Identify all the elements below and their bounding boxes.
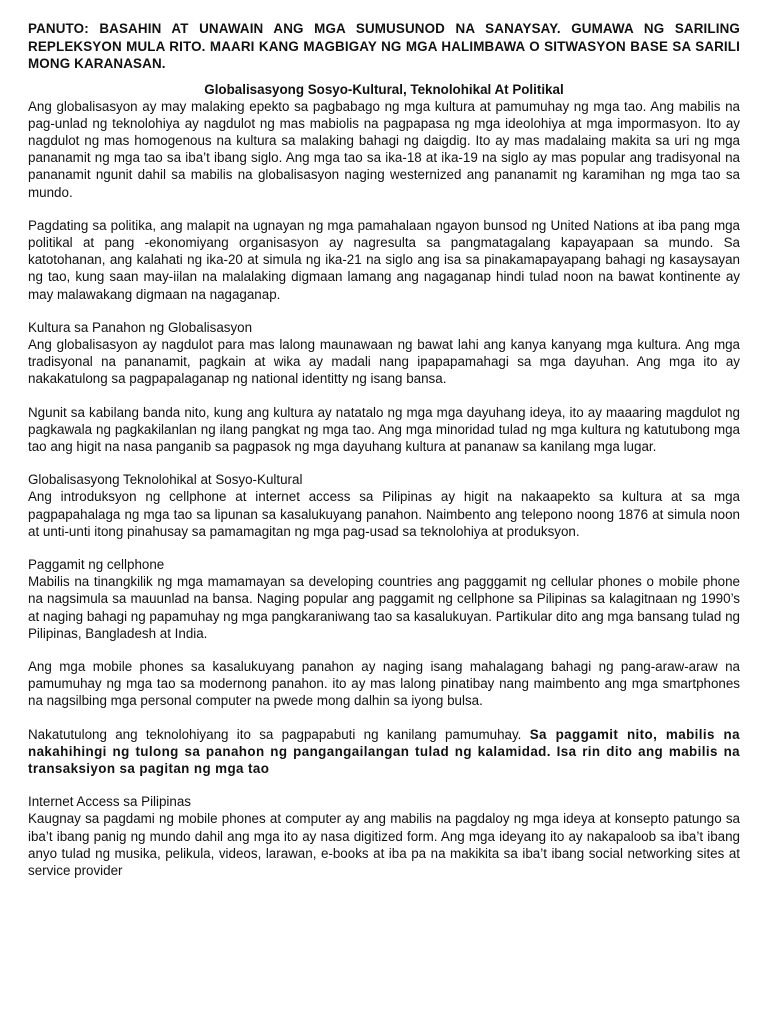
cellphone-paragraph-2: Ang mga mobile phones sa kasalukuyang panahon ay naging isang mahalagang bahagi ng pang-araw-araw na pamumuhay ng mga tao sa modernong panahon. ito ay mas lalong pinatibay nang maimbento ang mga smartphones na nagsilbing mga personal computer na pwede mong dalhin sa iyong bulsa.: [28, 658, 740, 709]
cellphone-paragraph-3-normal: Nakatutulong ang teknolohiyang ito sa pagpapabuti ng kanilang pamumuhay.: [28, 726, 522, 742]
instructions: PANUTO: BASAHIN AT UNAWAIN ANG MGA SUMUSUNOD NA SANAYSAY. GUMAWA NG SARILING REPLEKSYON MULA RITO. MAARI KANG MAGBIGAY NG MGA HALIMBAWA O SITWASYON BASE SA SARILI MONG KARANASAN.: [28, 21, 740, 71]
cellphone-paragraph-3: [28, 726, 740, 778]
cellphone-paragraph-1: Mabilis na tinangkilik ng mga mamamayan sa developing countries ang pagggamit ng cellular phones o mobile phone na nagsimula sa mauunlad na bansa. Naging popular ang paggamit ng cellphone sa Pilipinas sa kalagitnaan ng 1990’s at naging bahagi ng papamuhay ng mga pangkaraniwang tao sa kasalukuyan. Partikular dito ang mga bansang tulad ng Pilipinas, Bangladesh at India.: [28, 574, 740, 641]
intro-paragraph-1: Ang globalisasyon ay may malaking epekto sa pagbabago ng mga kultura at pamumuhay ng mga tao. Ang mabilis na pag-unlad ng teknolohiya ay nagdulot ng mas mabiolis na pagpapasa ng mga ideolohiya at mga impormasyon. Ito ay nagdulot ng mas homogenous na kultura sa malaking bahagi ng daigdig. Ito ay mas madalaing makita sa uri ng mga pananamit ng mga tao sa iba’t ibang siglo. Ang mga tao sa ika-18 at ika-19 na siglo ay mas popular ang tradisyonal na pananamit ngunit dahil sa mabilis na globalisasyon naging westernized ang pananamit ng karamihan ng mga tao sa mundo.: [28, 98, 740, 200]
teknolohikal-paragraph-1: Ang introduksyon ng cellphone at internet access sa Pilipinas ay higit na nakaapekto sa kultura at sa mga pagpapahalaga ng mga tao sa lipunan sa kasalukuyang panahon. Naimbento ang telepono noong 1876 at simula noon at unti-unti itong pinahusay sa pamamagitan ng mga pag-usad sa teknolohiya at produksyon.: [28, 489, 740, 539]
kultura-paragraph-2: Ngunit sa kabilang banda nito, kung ang kultura ay natatalo ng mga mga dayuhang ideya, ito ay maaaring magdulot ng pagkawala ng pagkakilanlan ng ilang pangkat ng mga tao. Ang mga minoridad tulad ng mga kultura ng katutubong mga tao ang higit na nasa panganib sa pagpasok ng mga dayuhang kultura at pananaw sa kanilang mga lugar.: [28, 404, 740, 454]
cellphone-paragraph-3-bold: Sa paggamit nito, mabilis na nakahihingi ng tulong sa panahon ng pangangailangan tulad ng kalamidad. Isa rin dito ang mabilis na transaksiyon sa pagitan ng mga tao: [28, 726, 740, 776]
section-heading-teknolohikal: Globalisasyong Teknolohikal at Sosyo-Kultural: [28, 472, 303, 488]
document-title: Globalisasyong Sosyo-Kultural, Teknolohikal At Politikal: [204, 81, 564, 97]
section-heading-internet: Internet Access sa Pilipinas: [28, 794, 192, 810]
intro-paragraph-2: Pagdating sa politika, ang malapit na ugnayan ng mga pamahalaan ngayon bunsod ng United Nations at iba pang mga politikal at pang -ekonomiyang organisasyon ay nagresulta sa pangmatagalang kapayapaan sa mundo. Sa katotohanan, ang kalahati ng ika-20 at simula ng ika-21 na siglo ang isa sa pinakamapayapang bahagi ng kasaysayan ng tao, kung saan may-iilan na malalaking digmaan lamang ang nagaganap hindi tulad noon na bawat kontinente ay may malawakang digmaan na nagaganap.: [28, 217, 740, 302]
internet-paragraph-1: Kaugnay sa pagdami ng mobile phones at computer ay ang mabilis na pagdaloy ng mga ideya at konsepto patungo sa iba’t ibang panig ng mundo dahil ang mga ito ay nasa digitized form. Ang mga ideyang ito ay nakapaloob sa iba’t ibang anyo tulad ng musika, pelikula, videos, larawan, e-books at iba pa na makikita sa iba’t ibang social networking sites at service provider: [28, 811, 740, 879]
section-heading-cellphone: Paggamit ng cellphone: [28, 556, 165, 572]
kultura-paragraph-1: Ang globalisasyon ay nagdulot para mas lalong maunawaan ng bawat lahi ang kanya kanyang mga kultura. Ang mga tradisyonal na pananamit, pagkain at wika ay madali nang ipapapamahagi sa mga dayuhan. Ang mga ito ay nakakatulong sa pagpapalaganap ng national identitty ng isang bansa.: [28, 336, 740, 387]
section-heading-kultura: Kultura sa Panahon ng Globalisasyon: [28, 319, 253, 335]
